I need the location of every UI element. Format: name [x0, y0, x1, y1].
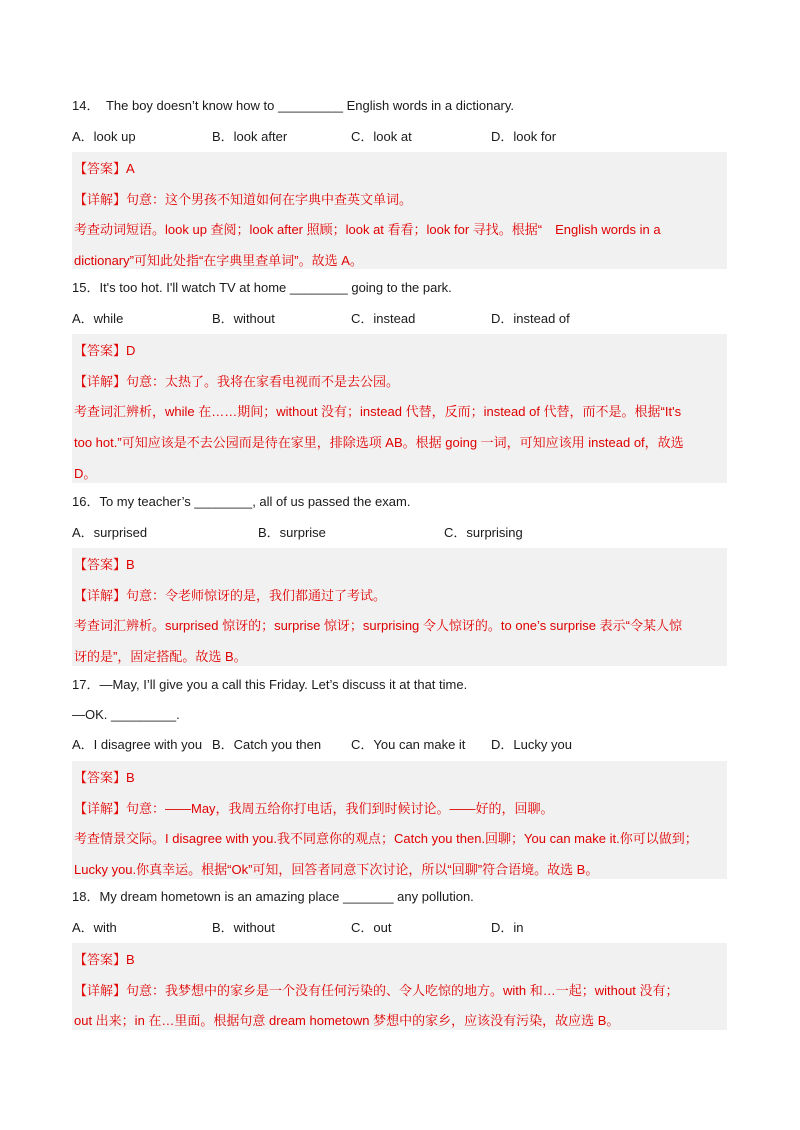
option-a: A．while: [72, 311, 124, 326]
question-15-options: [72, 310, 732, 328]
question-16-options: [72, 524, 732, 542]
option-a: A．I disagree with you: [72, 737, 203, 752]
explanation-line: 【详解】句意：令老师惊讶的是，我们都通过了考试。: [74, 588, 387, 603]
explanation-line: out 出来；in 在…里面。根据句意 dream hometown 梦想中的家乡，应该没有污染，故应选 B。: [74, 1013, 620, 1028]
option-a: A．with: [72, 920, 117, 935]
explanation-line: dictionary”可知此处指“在字典里查单词”。故选 A。: [74, 253, 363, 268]
question-17-reply: —OK. _________.: [72, 707, 180, 722]
option-a: A．surprised: [72, 525, 148, 540]
question-17-options: [72, 736, 732, 754]
option-c: C．surprising: [444, 525, 523, 540]
explanation-line: 讶的是”，固定搭配。故选 B。: [74, 649, 247, 664]
option-b: B．look after: [212, 129, 288, 144]
explanation-line: 考查词汇辨析，while 在……期间；without 没有；instead 代替，反而；instead of 代替，而不是。根据“It's: [74, 404, 682, 419]
option-b: B．surprise: [258, 525, 326, 540]
answer-block-18: [72, 943, 727, 1030]
option-b: B．Catch you then: [212, 737, 322, 752]
option-c: C．out: [351, 920, 392, 935]
question-18-options: [72, 919, 732, 937]
question-16-stem: 16．To my teacher’s ________, all of us passed the exam.: [72, 494, 411, 509]
answer-block-16: [72, 548, 727, 666]
answer-block-15: [72, 334, 727, 483]
option-a: A．look up: [72, 129, 136, 144]
answer-label: 【答案】B: [74, 770, 135, 785]
option-d: D．Lucky you: [491, 737, 572, 752]
explanation-line: 【详解】句意：我梦想中的家乡是一个没有任何污染的、令人吃惊的地方。with 和…一起；without 没有；: [74, 983, 679, 998]
explanation-line: D。: [74, 466, 97, 481]
question-15-stem: 15．It's too hot. I'll watch TV at home ________ going to the park.: [72, 280, 452, 295]
option-c: C．You can make it: [351, 737, 466, 752]
explanation-line: Lucky you.你真幸运。根据“Ok”可知，回答者同意下次讨论，所以“回聊”符合语境。故选 B。: [74, 862, 599, 877]
option-d: D．in: [491, 920, 524, 935]
explanation-line: 【详解】句意：太热了。我将在家看电视而不是去公园。: [74, 374, 400, 389]
question-18-stem: 18．My dream hometown is an amazing place _______ any pollution.: [72, 889, 474, 904]
answer-label: 【答案】B: [74, 557, 135, 572]
explanation-line: 考查词汇辨析。surprised 惊讶的；surprise 惊讶；surprising 令人惊讶的。to one’s surprise 表示“令某人惊: [74, 618, 682, 633]
answer-label: 【答案】B: [74, 952, 135, 967]
option-d: D．instead of: [491, 311, 570, 326]
answer-block-14: [72, 152, 727, 269]
option-b: B．without: [212, 311, 275, 326]
question-14-stem: 14． The boy doesn’t know how to _________ English words in a dictionary.: [72, 98, 515, 113]
explanation-line: 【详解】句意：——May，我周五给你打电话，我们到时候讨论。——好的，回聊。: [74, 801, 554, 816]
answer-block-17: [72, 761, 727, 879]
answer-label: 【答案】A: [74, 161, 135, 176]
explanation-line: 【详解】句意：这个男孩不知道如何在字典中查英文单词。: [74, 192, 413, 207]
question-17-stem: 17．—May, I’ll give you a call this Friday. Let’s discuss it at that time.: [72, 677, 468, 692]
explanation-line: 考查情景交际。I disagree with you.我不同意你的观点；Catch you then.回聊；You can make it.你可以做到；: [74, 831, 698, 846]
option-b: B．without: [212, 920, 275, 935]
explanation-line: 考查动词短语。look up 查阅；look after 照顾；look at 看看；look for 寻找。根据“ English words in a: [74, 222, 661, 237]
option-c: C．instead: [351, 311, 416, 326]
option-d: D．look for: [491, 129, 557, 144]
explanation-line: too hot.”可知应该是不去公园而是待在家里，排除选项 AB。根据 going 一词，可知应该用 instead of，故选: [74, 435, 684, 450]
answer-label: 【答案】D: [74, 343, 136, 358]
question-14-options: [72, 128, 732, 146]
option-c: C．look at: [351, 129, 412, 144]
